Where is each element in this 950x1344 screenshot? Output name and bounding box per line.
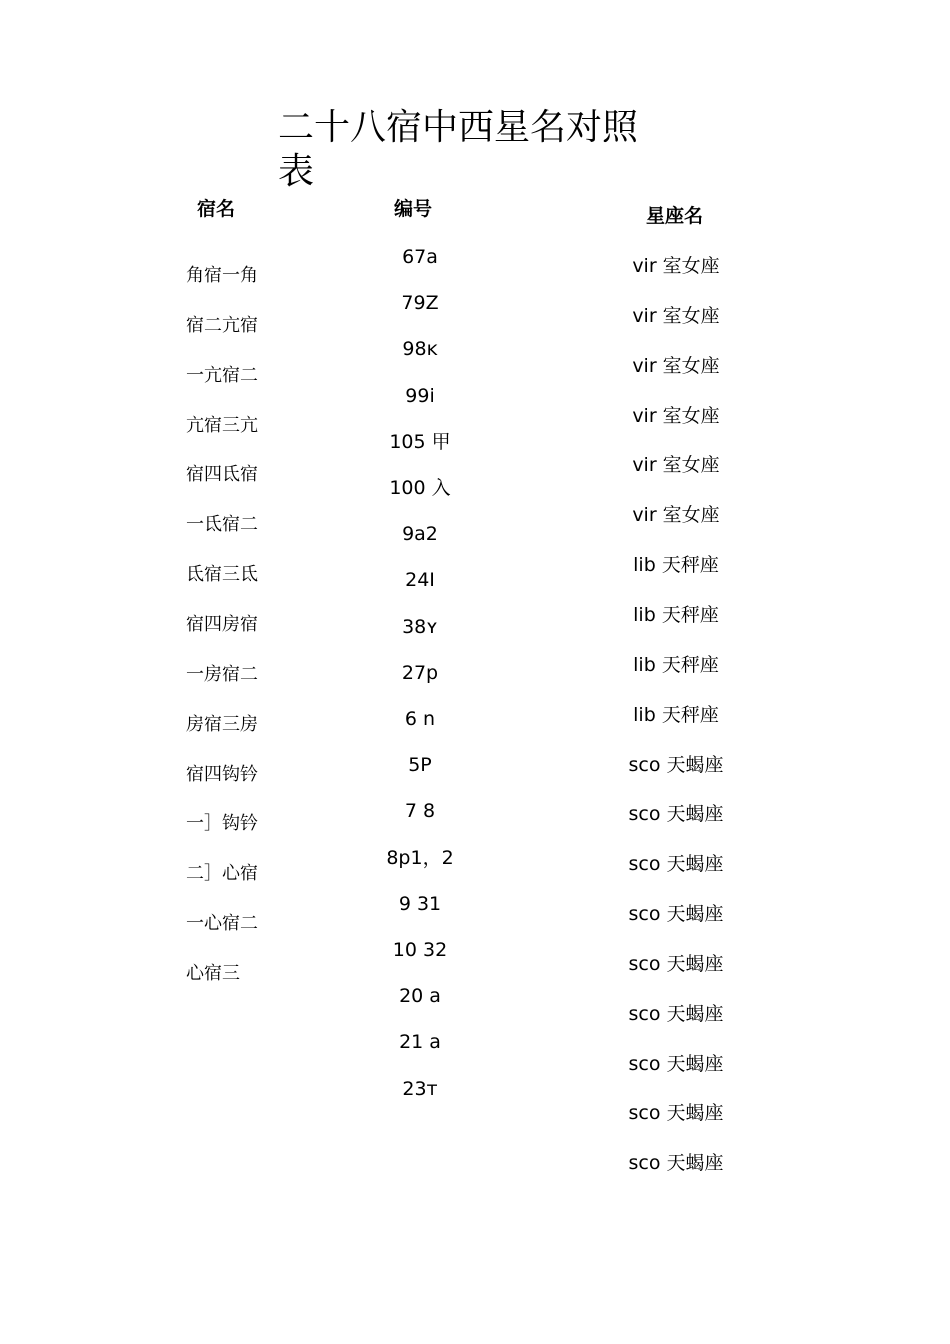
constellation-cell: sco 天蝎座 [628,1002,724,1025]
constellation-cell: sco 天蝎座 [628,753,724,776]
constellation-cell: vir 室女座 [632,454,720,477]
constellation-cell: vir 室女座 [632,504,720,527]
star-name-cell: 房宿三房 [186,713,258,735]
constellation-cell: vir 室女座 [632,354,720,377]
star-number-cell: 7 8 [404,800,436,823]
constellation-cell: sco 天蝎座 [628,1052,724,1075]
constellation-cell: sco 天蝎座 [628,903,724,926]
star-name-cell: 宿四钩钤 [186,763,258,785]
star-name-cell: 宿二亢宿 [186,314,258,336]
star-number-cell: 98ĸ [402,338,438,361]
star-name-cell: 一房宿二 [186,663,258,685]
star-name-cell: 心宿三 [186,962,240,984]
star-number-cell: 5P [408,754,432,777]
star-number-cell: 6 n [404,708,436,730]
header-number: 编号 [394,198,433,220]
constellation-cell: vir 室女座 [632,404,720,427]
star-number-cell: 79Z [401,292,439,315]
star-name-cell: 一亢宿二 [186,364,258,386]
constellation-cell: sco 天蝎座 [628,952,724,975]
star-number-cell: 9 31 [398,892,442,915]
constellation-cell: sco 天蝎座 [628,853,724,876]
constellation-cell: lib 天秤座 [633,653,719,676]
star-number-cell: 67a [402,246,438,268]
star-number-cell: 105 甲 [389,430,451,453]
star-name-cell: 一氐宿二 [186,514,258,536]
constellation-cell: vir 室女座 [632,255,720,277]
constellation-cell: sco 天蝎座 [628,1102,724,1125]
star-name-cell: 二］心宿 [186,863,258,885]
star-number-cell: 24I [405,569,435,592]
header-name: 宿名 [197,198,236,220]
star-number-cell: 8p1，2 [386,846,454,869]
page-title: 二十八宿中西星名对照表 [278,107,639,192]
star-name-cell: 宿四氐宿 [186,464,258,486]
star-name-cell: 一］钩钤 [186,813,258,835]
constellation-cell: sco 天蝎座 [628,1152,724,1175]
constellation-cell: sco 天蝎座 [628,803,724,826]
constellation-cell: lib 天秤座 [633,554,719,577]
star-name-cell: 宿四房宿 [186,613,258,635]
star-number-cell: 10 32 [392,939,448,961]
star-number-cell: 38ʏ [402,615,438,638]
constellation-cell: lib 天秤座 [633,603,719,626]
star-name-cell: 亢宿三亢 [186,414,258,436]
star-number-cell: 99ⅰ [405,384,435,407]
star-number-cell: 100 入 [389,477,451,499]
star-name-cell: 角宿一角 [186,265,258,286]
constellation-cell: lib 天秤座 [633,703,719,726]
star-number-cell: 27p [401,661,439,684]
star-number-cell: 21 a [399,1031,441,1054]
star-number-cell: 9a2 [402,523,438,546]
constellation-cell: vir 室女座 [632,304,720,327]
header-constellation: 星座名 [646,205,704,227]
star-number-cell: 20 a [399,985,441,1008]
star-number-cell: 23ᴛ [402,1077,438,1100]
star-name-cell: 一心宿二 [186,913,258,935]
star-name-cell: 氐宿三氐 [186,564,258,586]
